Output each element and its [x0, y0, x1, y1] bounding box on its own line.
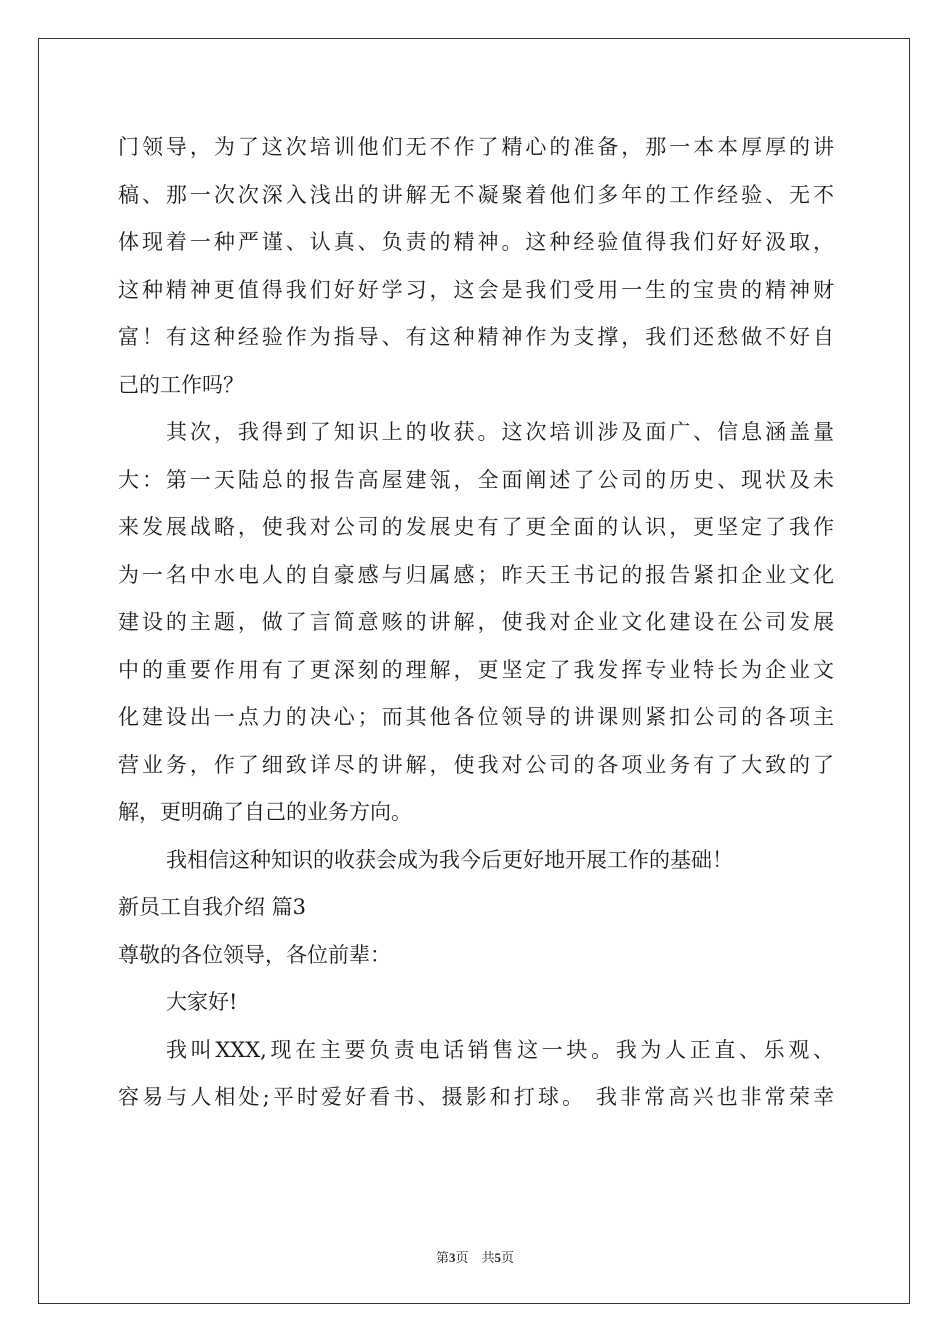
paragraph-start-line: 其次，我得到了知识上的收获。这次培训涉及面广、信息涵盖量 — [166, 420, 834, 444]
text-line: 稿、那一次次深入浅出的讲解无不凝聚着他们多年的工作经验、无不 — [118, 182, 834, 207]
page-number-prefix: 第 — [435, 1251, 449, 1266]
total-page-number: 5 — [494, 1250, 501, 1265]
text-line: 建设的主题，做了言简意赅的讲解，使我对企业文化建设在公司发展 — [118, 610, 834, 634]
text-line: 己的工作吗？ — [118, 372, 244, 397]
text-line: 解，更明确了自己的业务方向。 — [118, 800, 412, 824]
salutation: 尊敬的各位领导，各位前辈： — [118, 942, 391, 967]
text-line: 为一名中水电人的自豪感与归属感；昨天王书记的报告紧扣企业文化 — [118, 562, 834, 587]
text-line: 来发展战略，使我对公司的发展史有了更全面的认识，更坚定了我作 — [118, 515, 834, 539]
text-line: 门领导，为了这次培训他们无不作了精心的准备，那一本本厚厚的讲 — [118, 135, 834, 159]
greeting: 大家好! — [166, 990, 238, 1014]
page-number-middle: 页 共 — [455, 1251, 495, 1266]
text-line: 中的重要作用有了更深刻的理解，更坚定了我发挥专业特长为企业文 — [118, 657, 834, 682]
text-line: 体现着一种严谨、认真、负责的精神。这种经验值得我们好好汲取， — [118, 230, 834, 254]
section-heading: 新员工自我介绍 篇3 — [118, 895, 307, 919]
text-line: 大：第一天陆总的报告高屋建瓴，全面阐述了公司的历史、现状及未 — [118, 467, 834, 492]
text-line: 化建设出一点力的决心；而其他各位领导的讲课则紧扣公司的各项主 — [118, 705, 834, 729]
page-number-suffix: 页 — [501, 1251, 515, 1266]
text-line: 容易与人相处;平时爱好看书、摄影和打球。 我非常高兴也非常荣幸 — [118, 1085, 834, 1109]
document-body — [118, 124, 834, 1122]
paragraph-start-line: 我相信这种知识的收获会成为我今后更好地开展工作的基础！ — [166, 847, 733, 872]
text-line: 富！有这种经验作为指导、有这种精神作为支撑，我们还愁做不好自 — [118, 325, 834, 349]
page-footer — [0, 1247, 950, 1266]
text-line: 这种精神更值得我们好好学习，这会是我们受用一生的宝贵的精神财 — [118, 277, 834, 302]
current-page-number: 3 — [448, 1250, 456, 1265]
paragraph-start-line: 我叫XXX,现在主要负责电话销售这一块。我为人正直、乐观、 — [166, 1037, 834, 1062]
text-line: 营业务，作了细致详尽的讲解，使我对公司的各项业务有了大致的了 — [118, 752, 834, 777]
